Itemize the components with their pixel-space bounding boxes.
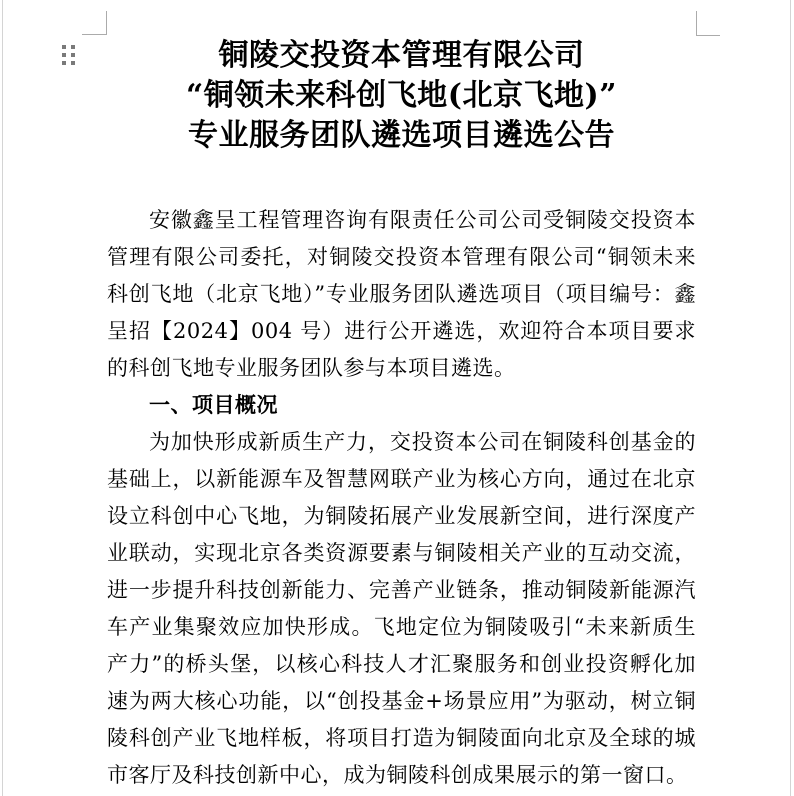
page-right-edge — [790, 0, 791, 796]
document-content — [107, 36, 696, 794]
drag-handle-icon[interactable] — [62, 45, 75, 65]
drag-dot — [62, 53, 66, 57]
section-1-heading: 一、项目概况 — [149, 393, 278, 417]
paragraph-intro: 安徽鑫呈工程管理咨询有限责任公司公司受铜陵交投资本管理有限公司委托，对铜陵交投资本管理有限公司“铜领未来科创飞地（北京飞地）”专业服务团队遴选项目（项目编号：鑫呈招【2024】004 号）进行公开遴选，欢迎符合本项目要求的科创飞地专业服务团队参与本项目遴选。 — [107, 208, 696, 380]
drag-dot — [62, 45, 66, 49]
text-boundary-mark-top-left — [82, 11, 107, 35]
drag-dot — [62, 61, 66, 65]
title-line-3: 专业服务团队遴选项目遴选公告 — [188, 118, 615, 153]
page-left-edge — [2, 0, 3, 796]
drag-dot — [71, 53, 75, 57]
document-body — [107, 202, 696, 794]
text-boundary-mark-top-right — [696, 11, 720, 36]
title-line-2: “铜领未来科创飞地(北京飞地)” — [186, 78, 617, 113]
section-1-body: 为加快形成新质生产力，交投资本公司在铜陵科创基金的基础上，以新能源车及智慧网联产业为核心方向，通过在北京设立科创中心飞地，为铜陵拓展产业发展新空间，进行深度产业联动，实现北京各类资源要素与铜陵相关产业的互动交流，进一步提升科技创新能力、完善产业链条，推动铜陵新能源汽车产业集聚效应加快形成。飞地定位为铜陵吸引“未来新质生产力”的桥头堡，以核心科技人才汇聚服务和创业投资孵化加速为两大核心功能，以“创投基金+场景应用”为驱动，树立铜陵科创产业飞地样板，将项目打造为铜陵面向北京及全球的城市客厅及科技创新中心，成为铜陵科创成果展示的第一窗口。 — [107, 430, 696, 787]
title-line-1: 铜陵交投资本管理有限公司 — [218, 38, 585, 73]
drag-dot — [71, 45, 75, 49]
drag-dot — [71, 61, 75, 65]
document-title — [107, 36, 696, 156]
